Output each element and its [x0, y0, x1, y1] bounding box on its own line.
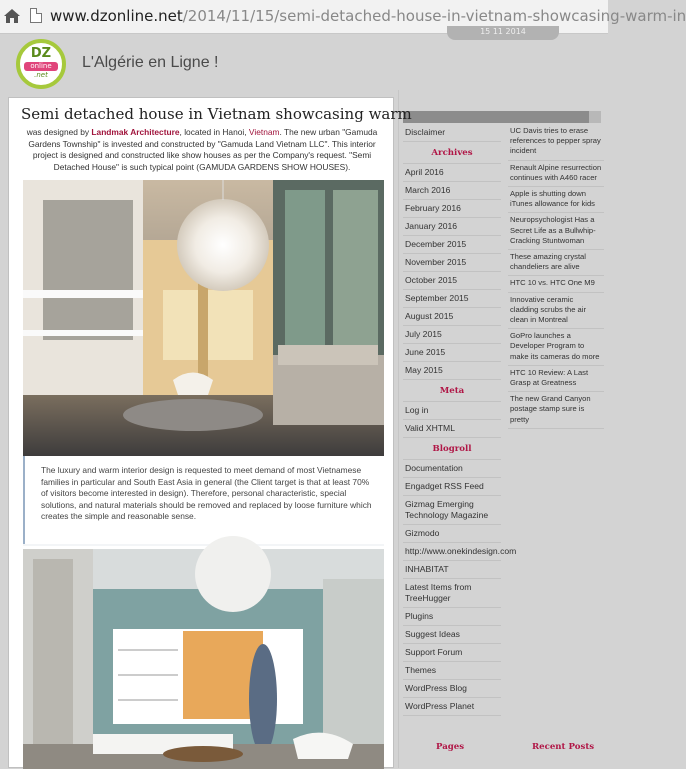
- blogroll-link[interactable]: Gizmodo: [403, 525, 501, 543]
- archive-link[interactable]: June 2015: [403, 344, 501, 362]
- archive-link[interactable]: May 2015: [403, 362, 501, 380]
- sidebar-left-column: [403, 124, 517, 716]
- blogroll-heading: Blogroll: [403, 438, 501, 460]
- meta-link[interactable]: Valid XHTML: [403, 420, 501, 438]
- recent-post-link[interactable]: Innovative ceramic cladding scrubs the air clean in Montreal: [508, 293, 604, 330]
- url-host: www.dzonline.net: [50, 7, 183, 25]
- blogroll-link[interactable]: Documentation: [403, 460, 501, 478]
- intro-mid: , located in Hanoi,: [179, 127, 249, 137]
- blogroll-link[interactable]: Plugins: [403, 608, 501, 626]
- sidebar-search-bar[interactable]: [403, 111, 601, 123]
- archives-heading: Archives: [403, 142, 501, 164]
- archive-link[interactable]: October 2015: [403, 272, 501, 290]
- date-pill: 15 11 2014: [447, 26, 559, 40]
- blogroll-link[interactable]: WordPress Blog: [403, 680, 501, 698]
- url-path: /2014/11/15/semi-detached-house-in-vietnam-showcasing-warm-in: [182, 7, 686, 25]
- site-logo[interactable]: [16, 39, 66, 89]
- meta-link[interactable]: Log in: [403, 402, 501, 420]
- post-quote: The luxury and warm interior design is requested to meet demand of most Vietnamese families in particular and South East Asia in general (the Client target is that at least 70% of visitors become interested in design). Therefore, personal characteristic, special solutions, and natural materials should be removed and replaced by loose furniture which creates the simple and reasonable sense.: [23, 456, 384, 544]
- meta-heading: Meta: [403, 380, 501, 402]
- sidebar-item-disclaimer[interactable]: Disclaimer: [403, 124, 501, 142]
- logo-dz: DZ: [30, 46, 52, 61]
- recent-post-link[interactable]: GoPro launches a Developer Program to make its cameras do more: [508, 329, 604, 366]
- link-vietnam[interactable]: Vietnam: [248, 127, 280, 137]
- link-landmak[interactable]: Landmak Architecture: [91, 127, 180, 137]
- recent-posts-heading: Recent Posts: [532, 742, 595, 752]
- sidebar-right-column: [508, 124, 604, 429]
- logo-online: online: [24, 62, 58, 71]
- recent-post-link[interactable]: HTC 10 vs. HTC One M9: [508, 276, 604, 292]
- interior-photo: [23, 549, 384, 769]
- blogroll-link[interactable]: Support Forum: [403, 644, 501, 662]
- recent-post-link[interactable]: These amazing crystal chandeliers are alive: [508, 250, 604, 276]
- archive-link[interactable]: December 2015: [403, 236, 501, 254]
- archive-link[interactable]: February 2016: [403, 200, 501, 218]
- article: [8, 97, 412, 768]
- intro-rest: . The new urban "Gamuda Gardens Township" is invested and constructed by "Gamuda Land Vietnam LLC". This interior project is designed and constructed like show houses as per the Company's request. "Semi Detached House" is such typical point (GAMUDA GARDENS SHOW HOUSES).: [28, 127, 378, 172]
- post-intro: [21, 127, 383, 173]
- search-button[interactable]: [589, 111, 601, 123]
- home-icon[interactable]: [3, 8, 21, 24]
- blogroll-link[interactable]: Themes: [403, 662, 501, 680]
- recent-post-link[interactable]: Neuropsychologist Has a Secret Life as a Bullwhip-Cracking Stuntwoman: [508, 213, 604, 250]
- logo-net: .net: [34, 71, 48, 79]
- blogroll-link[interactable]: Gizmag Emerging Technology Magazine: [403, 496, 501, 525]
- url-field[interactable]: [50, 7, 686, 25]
- pages-heading: Pages: [436, 742, 465, 752]
- post-title[interactable]: Semi detached house in Vietnam showcasing warm: [21, 105, 412, 123]
- archive-link[interactable]: September 2015: [403, 290, 501, 308]
- recent-post-link[interactable]: Apple is shutting down iTunes allowance for kids: [508, 187, 604, 213]
- archive-link[interactable]: July 2015: [403, 326, 501, 344]
- recent-post-link[interactable]: The new Grand Canyon postage stamp sure is pretty: [508, 392, 604, 429]
- page-icon: [30, 8, 42, 23]
- living-room-photo: [23, 180, 384, 456]
- archive-link[interactable]: January 2016: [403, 218, 501, 236]
- archive-link[interactable]: August 2015: [403, 308, 501, 326]
- site-header: [0, 34, 400, 90]
- archive-link[interactable]: March 2016: [403, 182, 501, 200]
- blogroll-link[interactable]: INHABITAT: [403, 561, 501, 579]
- recent-post-link[interactable]: HTC 10 Review: A Last Grasp at Greatness: [508, 366, 604, 392]
- blogroll-link[interactable]: Latest Items from TreeHugger: [403, 579, 501, 608]
- site-title: L'Algérie en Ligne !: [82, 54, 219, 71]
- archive-link[interactable]: April 2016: [403, 164, 501, 182]
- archive-link[interactable]: November 2015: [403, 254, 501, 272]
- blogroll-link[interactable]: WordPress Planet: [403, 698, 501, 716]
- blogroll-link[interactable]: Engadget RSS Feed: [403, 478, 501, 496]
- intro-prefix: was designed by: [26, 127, 92, 137]
- recent-post-link[interactable]: UC Davis tries to erase references to pepper spray incident: [508, 124, 604, 161]
- blogroll-link[interactable]: Suggest Ideas: [403, 626, 501, 644]
- recent-post-link[interactable]: Renault Alpine resurrection continues with A460 racer: [508, 161, 604, 187]
- blogroll-link[interactable]: http://www.onekindesign.com: [403, 543, 501, 561]
